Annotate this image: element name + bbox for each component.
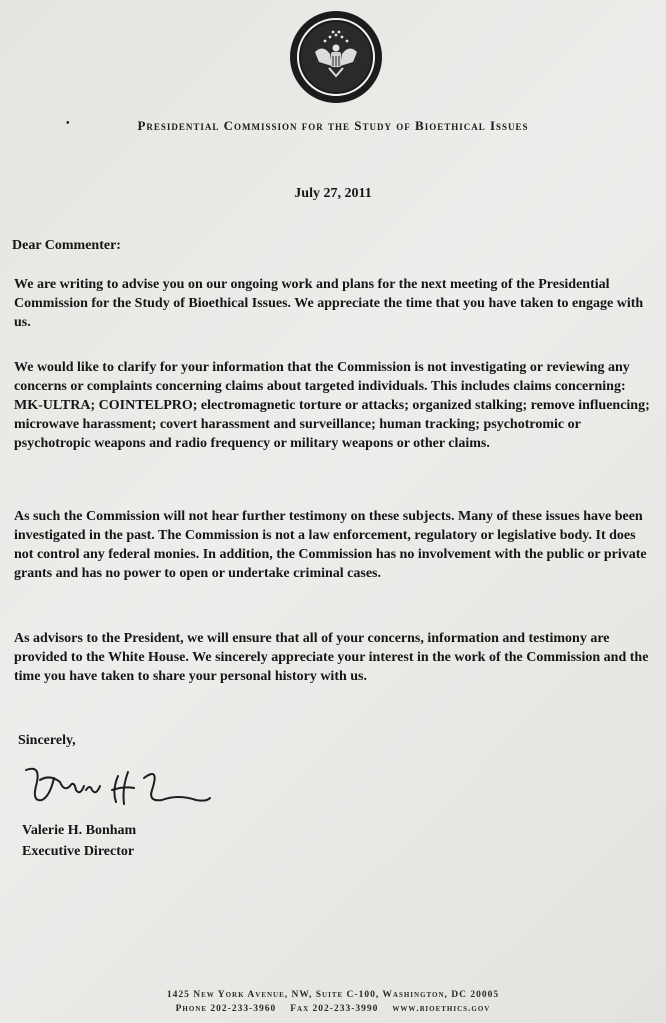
footer-address: 1425 New York Avenue, NW, Suite C-100, Washington, DC 20005	[166, 990, 500, 1000]
body-paragraph: We are writing to advise you on our ongoing work and plans for the next meeting of the Presidential Commission for the Study of Bioethical Issues. We appreciate the time that you have taken to engage with us.	[14, 277, 644, 330]
organization-name: Presidential Commission for the Study of Bioethical Issues	[137, 118, 529, 133]
handwritten-signature	[20, 756, 220, 820]
closing: Sincerely,	[18, 733, 76, 748]
body-paragraph: We would like to clarify for your information that the Commission is not investigating or reviewing any concerns or complaints concerning claims about targeted individuals. This includes claims concerning: MK-ULTRA; COINTELPRO; electromagnetic torture or attacks; organized stalking; remove influencing; microwave harassment; covert harassment and surveillance; human tracking; psychotromic or psychotropic weapons and radio frequency or military weapons or other claims.	[14, 360, 650, 451]
organization-header	[0, 118, 666, 134]
presidential-seal-icon	[289, 10, 383, 104]
signer-title: Executive Director	[22, 844, 135, 859]
footer-fax: Fax 202-233-3990	[290, 1004, 379, 1014]
letter-date: July 27, 2011	[294, 186, 372, 201]
salutation: Dear Commenter:	[12, 238, 121, 253]
body-paragraph: As advisors to the President, we will ensure that all of your concerns, information and testimony are provided to the White House. We sincerely appreciate your interest in the work of the Commission and the time you have taken to share your personal history with us.	[14, 631, 649, 684]
signer-name: Valerie H. Bonham	[22, 823, 137, 838]
body-paragraph: As such the Commission will not hear further testimony on these subjects. Many of these issues have been investigated in the past. The Commission is not a law enforcement, regulatory or legislative body. It does not control any federal monies. In addition, the Commission has no involvement with the public or private grants and has no power to open or undertake criminal cases.	[14, 509, 647, 581]
footer-phone: Phone 202-233-3960	[175, 1004, 277, 1014]
signer-block	[22, 820, 136, 862]
footer	[0, 988, 666, 1016]
footer-contact	[0, 1002, 666, 1016]
header-bullet: •	[66, 118, 71, 129]
footer-website: www.bioethics.gov	[392, 1004, 491, 1014]
